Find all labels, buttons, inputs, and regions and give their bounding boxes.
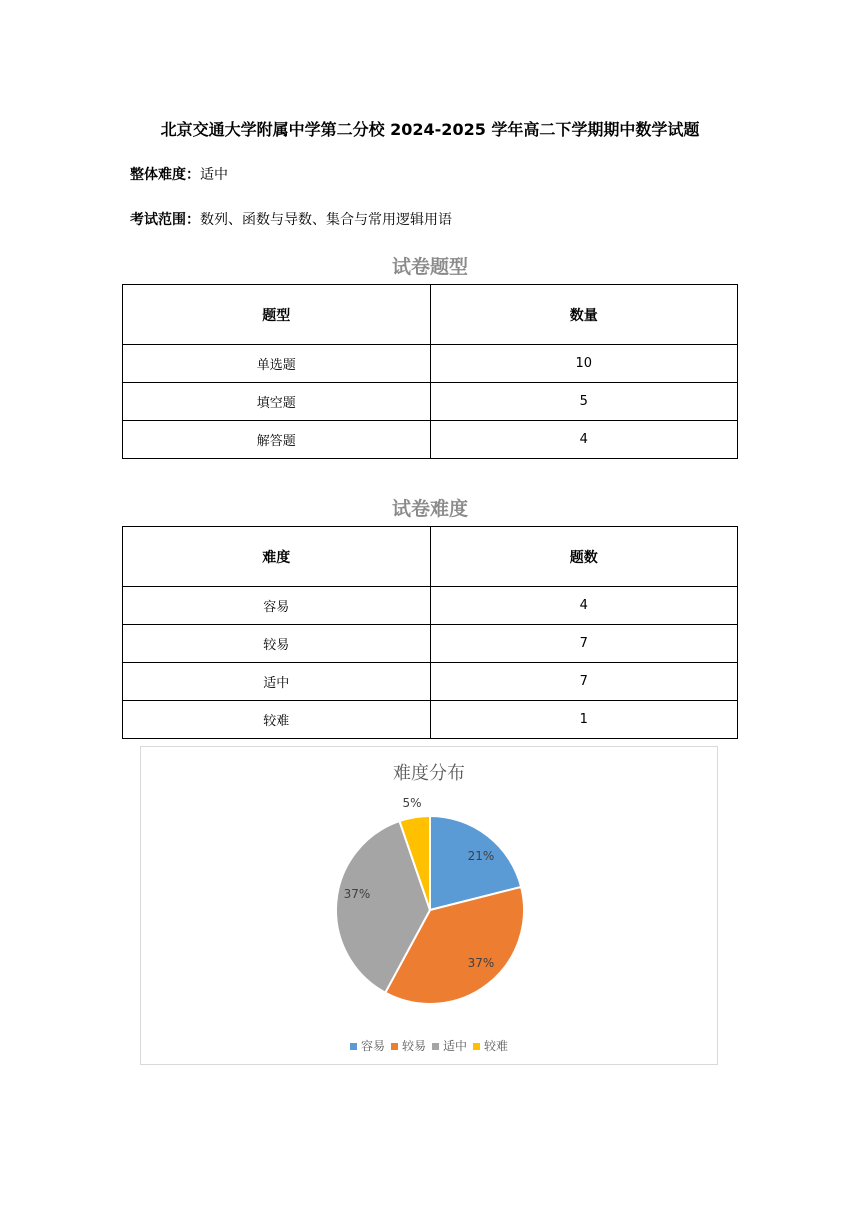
header-question-type: 题型 (123, 285, 431, 345)
legend-swatch (391, 1043, 398, 1050)
page-title: 北京交通大学附属中学第二分校 2024-2025 学年高二下学期期中数学试题 (160, 120, 700, 139)
table-row (123, 663, 738, 701)
table-header-row (123, 527, 738, 587)
legend-swatch (432, 1043, 439, 1050)
difficulty-table (122, 526, 738, 739)
question-types-section-title: 试卷题型 (391, 256, 468, 278)
legend-label: 容易 (360, 1039, 385, 1053)
table-row (123, 701, 738, 739)
cell-question-count: 7 (430, 663, 738, 701)
cell-difficulty: 适中 (123, 663, 431, 701)
header-question-count: 题数 (430, 527, 738, 587)
cell-type: 填空题 (123, 383, 431, 421)
table-row (123, 421, 738, 459)
header-count: 数量 (430, 285, 738, 345)
exam-scope-label: 考试范围： (130, 212, 200, 228)
chart-title: 难度分布 (393, 763, 465, 784)
overall-difficulty-label: 整体难度： (130, 167, 200, 183)
legend-item (350, 1037, 385, 1054)
exam-scope-value: 数列、函数与导数、集合与常用逻辑用语 (200, 212, 452, 228)
cell-question-count: 7 (430, 625, 738, 663)
table-row (123, 587, 738, 625)
cell-difficulty: 较易 (123, 625, 431, 663)
legend-item (432, 1037, 467, 1054)
cell-question-count: 1 (430, 701, 738, 739)
legend-label: 适中 (443, 1039, 468, 1053)
pie-chart-canvas (141, 747, 717, 1064)
pie-data-label: 37% (467, 956, 495, 970)
pie-data-label: 21% (467, 849, 495, 863)
difficulty-section-title: 试卷难度 (391, 498, 468, 520)
overall-difficulty-line (130, 164, 228, 184)
legend-swatch (473, 1043, 480, 1050)
cell-count: 5 (430, 383, 738, 421)
legend-item (473, 1037, 508, 1054)
pie-data-label: 5% (402, 796, 422, 810)
cell-type: 解答题 (123, 421, 431, 459)
legend-item (391, 1037, 426, 1054)
pie-data-label: 37% (343, 887, 371, 901)
table-row (123, 383, 738, 421)
exam-scope-line (130, 209, 452, 229)
cell-count: 10 (430, 345, 738, 383)
cell-question-count: 4 (430, 587, 738, 625)
difficulty-pie-chart (140, 746, 718, 1065)
cell-difficulty: 较难 (123, 701, 431, 739)
table-header-row (123, 285, 738, 345)
cell-difficulty: 容易 (123, 587, 431, 625)
cell-type: 单选题 (123, 345, 431, 383)
chart-legend (141, 1037, 717, 1054)
table-row (123, 345, 738, 383)
table-row (123, 625, 738, 663)
legend-label: 较难 (484, 1039, 509, 1053)
legend-swatch (350, 1043, 357, 1050)
overall-difficulty-value: 适中 (200, 167, 228, 183)
cell-count: 4 (430, 421, 738, 459)
legend-label: 较易 (401, 1039, 426, 1053)
header-difficulty: 难度 (123, 527, 431, 587)
question-types-table (122, 284, 738, 459)
